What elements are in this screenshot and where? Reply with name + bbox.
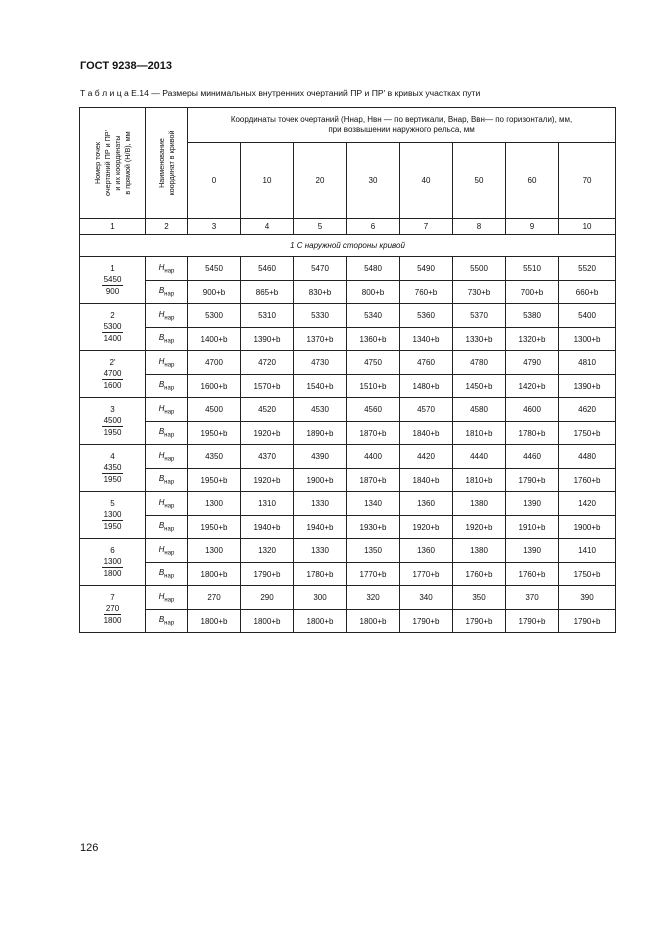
- b-value: 1770+b: [400, 563, 453, 586]
- fraction-denominator: 900: [105, 287, 120, 296]
- point-cell: [80, 351, 146, 398]
- h-value: 4500: [188, 398, 241, 422]
- h-value: 4440: [453, 445, 506, 469]
- coord-subscript: нар: [164, 620, 175, 627]
- coord-name-h: [146, 492, 188, 516]
- b-value: 1800+b: [347, 610, 400, 633]
- b-value: 1800+b: [241, 610, 294, 633]
- b-value: 1420+b: [506, 375, 559, 398]
- coord-subscript: нар: [164, 338, 175, 345]
- h-value: 5520: [559, 257, 616, 281]
- h-value: 1390: [506, 492, 559, 516]
- b-value: 1780+b: [294, 563, 347, 586]
- h-value: 5310: [241, 304, 294, 328]
- table-row: [80, 328, 616, 351]
- b-value: 1900+b: [559, 516, 616, 539]
- coord-name-b: [146, 563, 188, 586]
- column-number: 4: [241, 219, 294, 235]
- b-value: 1950+b: [188, 516, 241, 539]
- b-value: 1770+b: [347, 563, 400, 586]
- header-col1-line: в прямой (H/B), мм: [122, 131, 132, 195]
- fraction-numerator: 1300: [103, 557, 122, 566]
- coord-name-b: [146, 610, 188, 633]
- h-value: 1310: [241, 492, 294, 516]
- b-value: 1920+b: [241, 469, 294, 492]
- b-value: 1790+b: [506, 469, 559, 492]
- b-value: 1890+b: [294, 422, 347, 445]
- column-number: 1: [80, 219, 146, 235]
- table-row: [80, 586, 616, 610]
- elevation-header: 0: [188, 143, 241, 219]
- coord-symbol: B: [158, 521, 165, 531]
- coord-name-h: [146, 257, 188, 281]
- header-col1-line: и их координаты: [112, 135, 122, 191]
- b-value: 1330+b: [453, 328, 506, 351]
- h-value: 350: [453, 586, 506, 610]
- coord-subscript: нар: [164, 456, 175, 463]
- coord-subscript: нар: [164, 573, 175, 580]
- table-row: [80, 398, 616, 422]
- b-value: 1800+b: [188, 563, 241, 586]
- b-value: 800+b: [347, 281, 400, 304]
- point-cell: [80, 257, 146, 304]
- h-value: 5370: [453, 304, 506, 328]
- table-row: [80, 445, 616, 469]
- h-value: 290: [241, 586, 294, 610]
- h-value: 4730: [294, 351, 347, 375]
- coord-symbol: B: [158, 427, 165, 437]
- h-value: 390: [559, 586, 616, 610]
- coord-name-b: [146, 422, 188, 445]
- b-value: 760+b: [400, 281, 453, 304]
- coord-name-h: [146, 539, 188, 563]
- elevation-header: 10: [241, 143, 294, 219]
- h-value: 4400: [347, 445, 400, 469]
- b-value: 1840+b: [400, 469, 453, 492]
- point-number: 5: [110, 499, 115, 508]
- point-number: 1: [110, 264, 115, 273]
- b-value: 1790+b: [506, 610, 559, 633]
- coords-title-line2: при возвышении наружного рельса, мм: [328, 125, 475, 134]
- point-cell: [80, 586, 146, 633]
- coord-name-b: [146, 469, 188, 492]
- h-value: 300: [294, 586, 347, 610]
- h-value: 4580: [453, 398, 506, 422]
- column-number: 6: [347, 219, 400, 235]
- header-point-numbers: [80, 108, 146, 219]
- b-value: 700+b: [506, 281, 559, 304]
- b-value: 730+b: [453, 281, 506, 304]
- point-cell: [80, 492, 146, 539]
- h-value: 4420: [400, 445, 453, 469]
- point-fraction: [102, 556, 124, 579]
- b-value: 900+b: [188, 281, 241, 304]
- column-number: 8: [453, 219, 506, 235]
- coord-subscript: нар: [164, 315, 175, 322]
- coord-subscript: нар: [164, 291, 175, 298]
- header-col2-line: координат в кривой: [166, 130, 176, 196]
- coord-symbol: H: [158, 591, 165, 601]
- coord-subscript: нар: [164, 432, 175, 439]
- h-value: 5380: [506, 304, 559, 328]
- coord-symbol: H: [158, 497, 165, 507]
- coord-subscript: нар: [164, 385, 175, 392]
- b-value: 1840+b: [400, 422, 453, 445]
- h-value: 320: [347, 586, 400, 610]
- b-value: 1340+b: [400, 328, 453, 351]
- page-number: 126: [80, 842, 99, 854]
- column-number: 2: [146, 219, 188, 235]
- b-value: 1810+b: [453, 469, 506, 492]
- coord-symbol: B: [158, 286, 165, 296]
- h-value: 1420: [559, 492, 616, 516]
- fraction-denominator: 1800: [103, 569, 122, 578]
- coord-symbol: H: [158, 262, 165, 272]
- point-fraction: [102, 274, 124, 297]
- h-value: 4600: [506, 398, 559, 422]
- b-value: 1810+b: [453, 422, 506, 445]
- point-cell: [80, 445, 146, 492]
- coord-subscript: нар: [164, 526, 175, 533]
- h-value: 1300: [188, 492, 241, 516]
- b-value: 1780+b: [506, 422, 559, 445]
- h-value: 5510: [506, 257, 559, 281]
- b-value: 1300+b: [559, 328, 616, 351]
- fraction-denominator: 1950: [103, 475, 122, 484]
- h-value: 5460: [241, 257, 294, 281]
- table-caption: Т а б л и ц а Е.14 — Размеры минимальных внутренних очертаний ПР и ПР' в кривых участках пути: [80, 88, 481, 98]
- fraction-denominator: 1800: [103, 616, 122, 625]
- b-value: 1750+b: [559, 563, 616, 586]
- coord-name-h: [146, 398, 188, 422]
- point-fraction: [102, 415, 124, 438]
- coord-symbol: B: [158, 333, 165, 343]
- dimensions-table: [79, 107, 616, 633]
- elevation-header: 40: [400, 143, 453, 219]
- h-value: 5450: [188, 257, 241, 281]
- fraction-numerator: 5450: [103, 275, 122, 284]
- h-value: 1340: [347, 492, 400, 516]
- b-value: 1400+b: [188, 328, 241, 351]
- b-value: 1760+b: [506, 563, 559, 586]
- table-row: [80, 422, 616, 445]
- h-value: 4370: [241, 445, 294, 469]
- point-fraction: [102, 321, 124, 344]
- h-value: 1360: [400, 492, 453, 516]
- table-row: [80, 375, 616, 398]
- b-value: 1800+b: [188, 610, 241, 633]
- coord-symbol: B: [158, 380, 165, 390]
- h-value: 4760: [400, 351, 453, 375]
- b-value: 1790+b: [400, 610, 453, 633]
- b-value: 1920+b: [241, 422, 294, 445]
- b-value: 1750+b: [559, 422, 616, 445]
- header-coordinate-names: [146, 108, 188, 219]
- h-value: 5480: [347, 257, 400, 281]
- b-value: 1790+b: [241, 563, 294, 586]
- b-value: 1920+b: [453, 516, 506, 539]
- point-fraction: [102, 368, 124, 391]
- h-value: 270: [188, 586, 241, 610]
- h-value: 5500: [453, 257, 506, 281]
- point-number: 2: [110, 311, 115, 320]
- coord-name-b: [146, 375, 188, 398]
- b-value: 1390+b: [241, 328, 294, 351]
- b-value: 865+b: [241, 281, 294, 304]
- b-value: 1790+b: [559, 610, 616, 633]
- point-number: 3: [110, 405, 115, 414]
- h-value: 1330: [294, 492, 347, 516]
- section-title: 1 С наружной стороны кривой: [80, 235, 616, 257]
- b-value: 1760+b: [559, 469, 616, 492]
- h-value: 1350: [347, 539, 400, 563]
- b-value: 1510+b: [347, 375, 400, 398]
- h-value: 4530: [294, 398, 347, 422]
- coord-symbol: H: [158, 356, 165, 366]
- h-value: 4460: [506, 445, 559, 469]
- h-value: 5330: [294, 304, 347, 328]
- coord-symbol: H: [158, 544, 165, 554]
- b-value: 1760+b: [453, 563, 506, 586]
- b-value: 1390+b: [559, 375, 616, 398]
- fraction-denominator: 1950: [103, 522, 122, 531]
- elevation-header: 30: [347, 143, 400, 219]
- table-row: [80, 351, 616, 375]
- h-value: 1330: [294, 539, 347, 563]
- coord-name-h: [146, 445, 188, 469]
- h-value: 4350: [188, 445, 241, 469]
- h-value: 1360: [400, 539, 453, 563]
- coord-subscript: нар: [164, 479, 175, 486]
- fraction-numerator: 270: [104, 603, 122, 615]
- column-number: 3: [188, 219, 241, 235]
- fraction-denominator: 1600: [103, 381, 122, 390]
- coord-name-h: [146, 304, 188, 328]
- header-col1-line: Номер точек: [92, 141, 102, 185]
- b-value: 1910+b: [506, 516, 559, 539]
- b-value: 1900+b: [294, 469, 347, 492]
- h-value: 4520: [241, 398, 294, 422]
- h-value: 4750: [347, 351, 400, 375]
- b-value: 1600+b: [188, 375, 241, 398]
- point-cell: [80, 304, 146, 351]
- h-value: 5490: [400, 257, 453, 281]
- h-value: 5360: [400, 304, 453, 328]
- h-value: 340: [400, 586, 453, 610]
- h-value: 1380: [453, 539, 506, 563]
- column-number: 7: [400, 219, 453, 235]
- fraction-numerator: 4350: [103, 463, 122, 472]
- fraction-numerator: 4700: [103, 369, 122, 378]
- point-fraction: [102, 509, 124, 532]
- fraction-numerator: 1300: [103, 510, 122, 519]
- table-row: [80, 563, 616, 586]
- h-value: 370: [506, 586, 559, 610]
- coord-name-h: [146, 586, 188, 610]
- header-col1-line: очертаний ПР и ПР': [102, 130, 112, 196]
- h-value: 5340: [347, 304, 400, 328]
- b-value: 660+b: [559, 281, 616, 304]
- b-value: 1450+b: [453, 375, 506, 398]
- b-value: 1930+b: [347, 516, 400, 539]
- document-header: ГОСТ 9238—2013: [80, 60, 173, 72]
- point-fraction: [104, 603, 122, 626]
- table-row: [80, 516, 616, 539]
- h-value: 4570: [400, 398, 453, 422]
- h-value: 4720: [241, 351, 294, 375]
- b-value: 1480+b: [400, 375, 453, 398]
- fraction-numerator: 4500: [103, 416, 122, 425]
- h-value: 1410: [559, 539, 616, 563]
- point-number: 2': [109, 358, 116, 367]
- table-row: [80, 539, 616, 563]
- h-value: 4780: [453, 351, 506, 375]
- column-number: 5: [294, 219, 347, 235]
- coord-symbol: H: [158, 309, 165, 319]
- h-value: 4560: [347, 398, 400, 422]
- h-value: 1390: [506, 539, 559, 563]
- point-number: 6: [110, 546, 115, 555]
- coord-symbol: B: [158, 568, 165, 578]
- coord-subscript: нар: [164, 409, 175, 416]
- coord-symbol: H: [158, 450, 165, 460]
- b-value: 1950+b: [188, 469, 241, 492]
- b-value: 1360+b: [347, 328, 400, 351]
- b-value: 1800+b: [294, 610, 347, 633]
- point-cell: [80, 539, 146, 586]
- b-value: 1950+b: [188, 422, 241, 445]
- b-value: 1940+b: [294, 516, 347, 539]
- column-number: 10: [559, 219, 616, 235]
- b-value: 830+b: [294, 281, 347, 304]
- h-value: 5300: [188, 304, 241, 328]
- coord-symbol: B: [158, 615, 165, 625]
- table-row: [80, 492, 616, 516]
- elevation-header: 20: [294, 143, 347, 219]
- table-row: [80, 304, 616, 328]
- fraction-numerator: 5300: [103, 322, 122, 331]
- elevation-header: 60: [506, 143, 559, 219]
- table-row: [80, 281, 616, 304]
- table-row: [80, 257, 616, 281]
- h-value: 4810: [559, 351, 616, 375]
- b-value: 1920+b: [400, 516, 453, 539]
- coord-subscript: нар: [164, 597, 175, 604]
- point-number: 7: [110, 593, 115, 602]
- h-value: 1320: [241, 539, 294, 563]
- b-value: 1870+b: [347, 469, 400, 492]
- h-value: 4620: [559, 398, 616, 422]
- h-value: 5470: [294, 257, 347, 281]
- h-value: 1380: [453, 492, 506, 516]
- fraction-denominator: 1400: [103, 334, 122, 343]
- coord-subscript: нар: [164, 268, 175, 275]
- header-col2-line: Наименование: [156, 138, 166, 188]
- b-value: 1790+b: [453, 610, 506, 633]
- coord-name-b: [146, 516, 188, 539]
- coord-symbol: H: [158, 403, 165, 413]
- table-row: [80, 469, 616, 492]
- h-value: 5400: [559, 304, 616, 328]
- b-value: 1540+b: [294, 375, 347, 398]
- coord-name-h: [146, 351, 188, 375]
- h-value: 4390: [294, 445, 347, 469]
- b-value: 1940+b: [241, 516, 294, 539]
- point-cell: [80, 398, 146, 445]
- h-value: 4790: [506, 351, 559, 375]
- coords-title-line1: Координаты точек очертаний (Hнар, Hвн — по вертикали, Внар, Ввн— по горизонтали), мм,: [230, 115, 573, 124]
- h-value: 4480: [559, 445, 616, 469]
- point-number: 4: [110, 452, 115, 461]
- b-value: 1370+b: [294, 328, 347, 351]
- elevation-header: 50: [453, 143, 506, 219]
- point-fraction: [102, 462, 124, 485]
- b-value: 1570+b: [241, 375, 294, 398]
- column-number: 9: [506, 219, 559, 235]
- fraction-denominator: 1950: [103, 428, 122, 437]
- coord-subscript: нар: [164, 362, 175, 369]
- h-value: 4700: [188, 351, 241, 375]
- header-coordinates-title: [188, 108, 616, 143]
- coord-name-b: [146, 328, 188, 351]
- elevation-header: 70: [559, 143, 616, 219]
- table-row: [80, 610, 616, 633]
- coord-symbol: B: [158, 474, 165, 484]
- h-value: 1300: [188, 539, 241, 563]
- coord-name-b: [146, 281, 188, 304]
- coord-subscript: нар: [164, 503, 175, 510]
- b-value: 1870+b: [347, 422, 400, 445]
- b-value: 1320+b: [506, 328, 559, 351]
- coord-subscript: нар: [164, 550, 175, 557]
